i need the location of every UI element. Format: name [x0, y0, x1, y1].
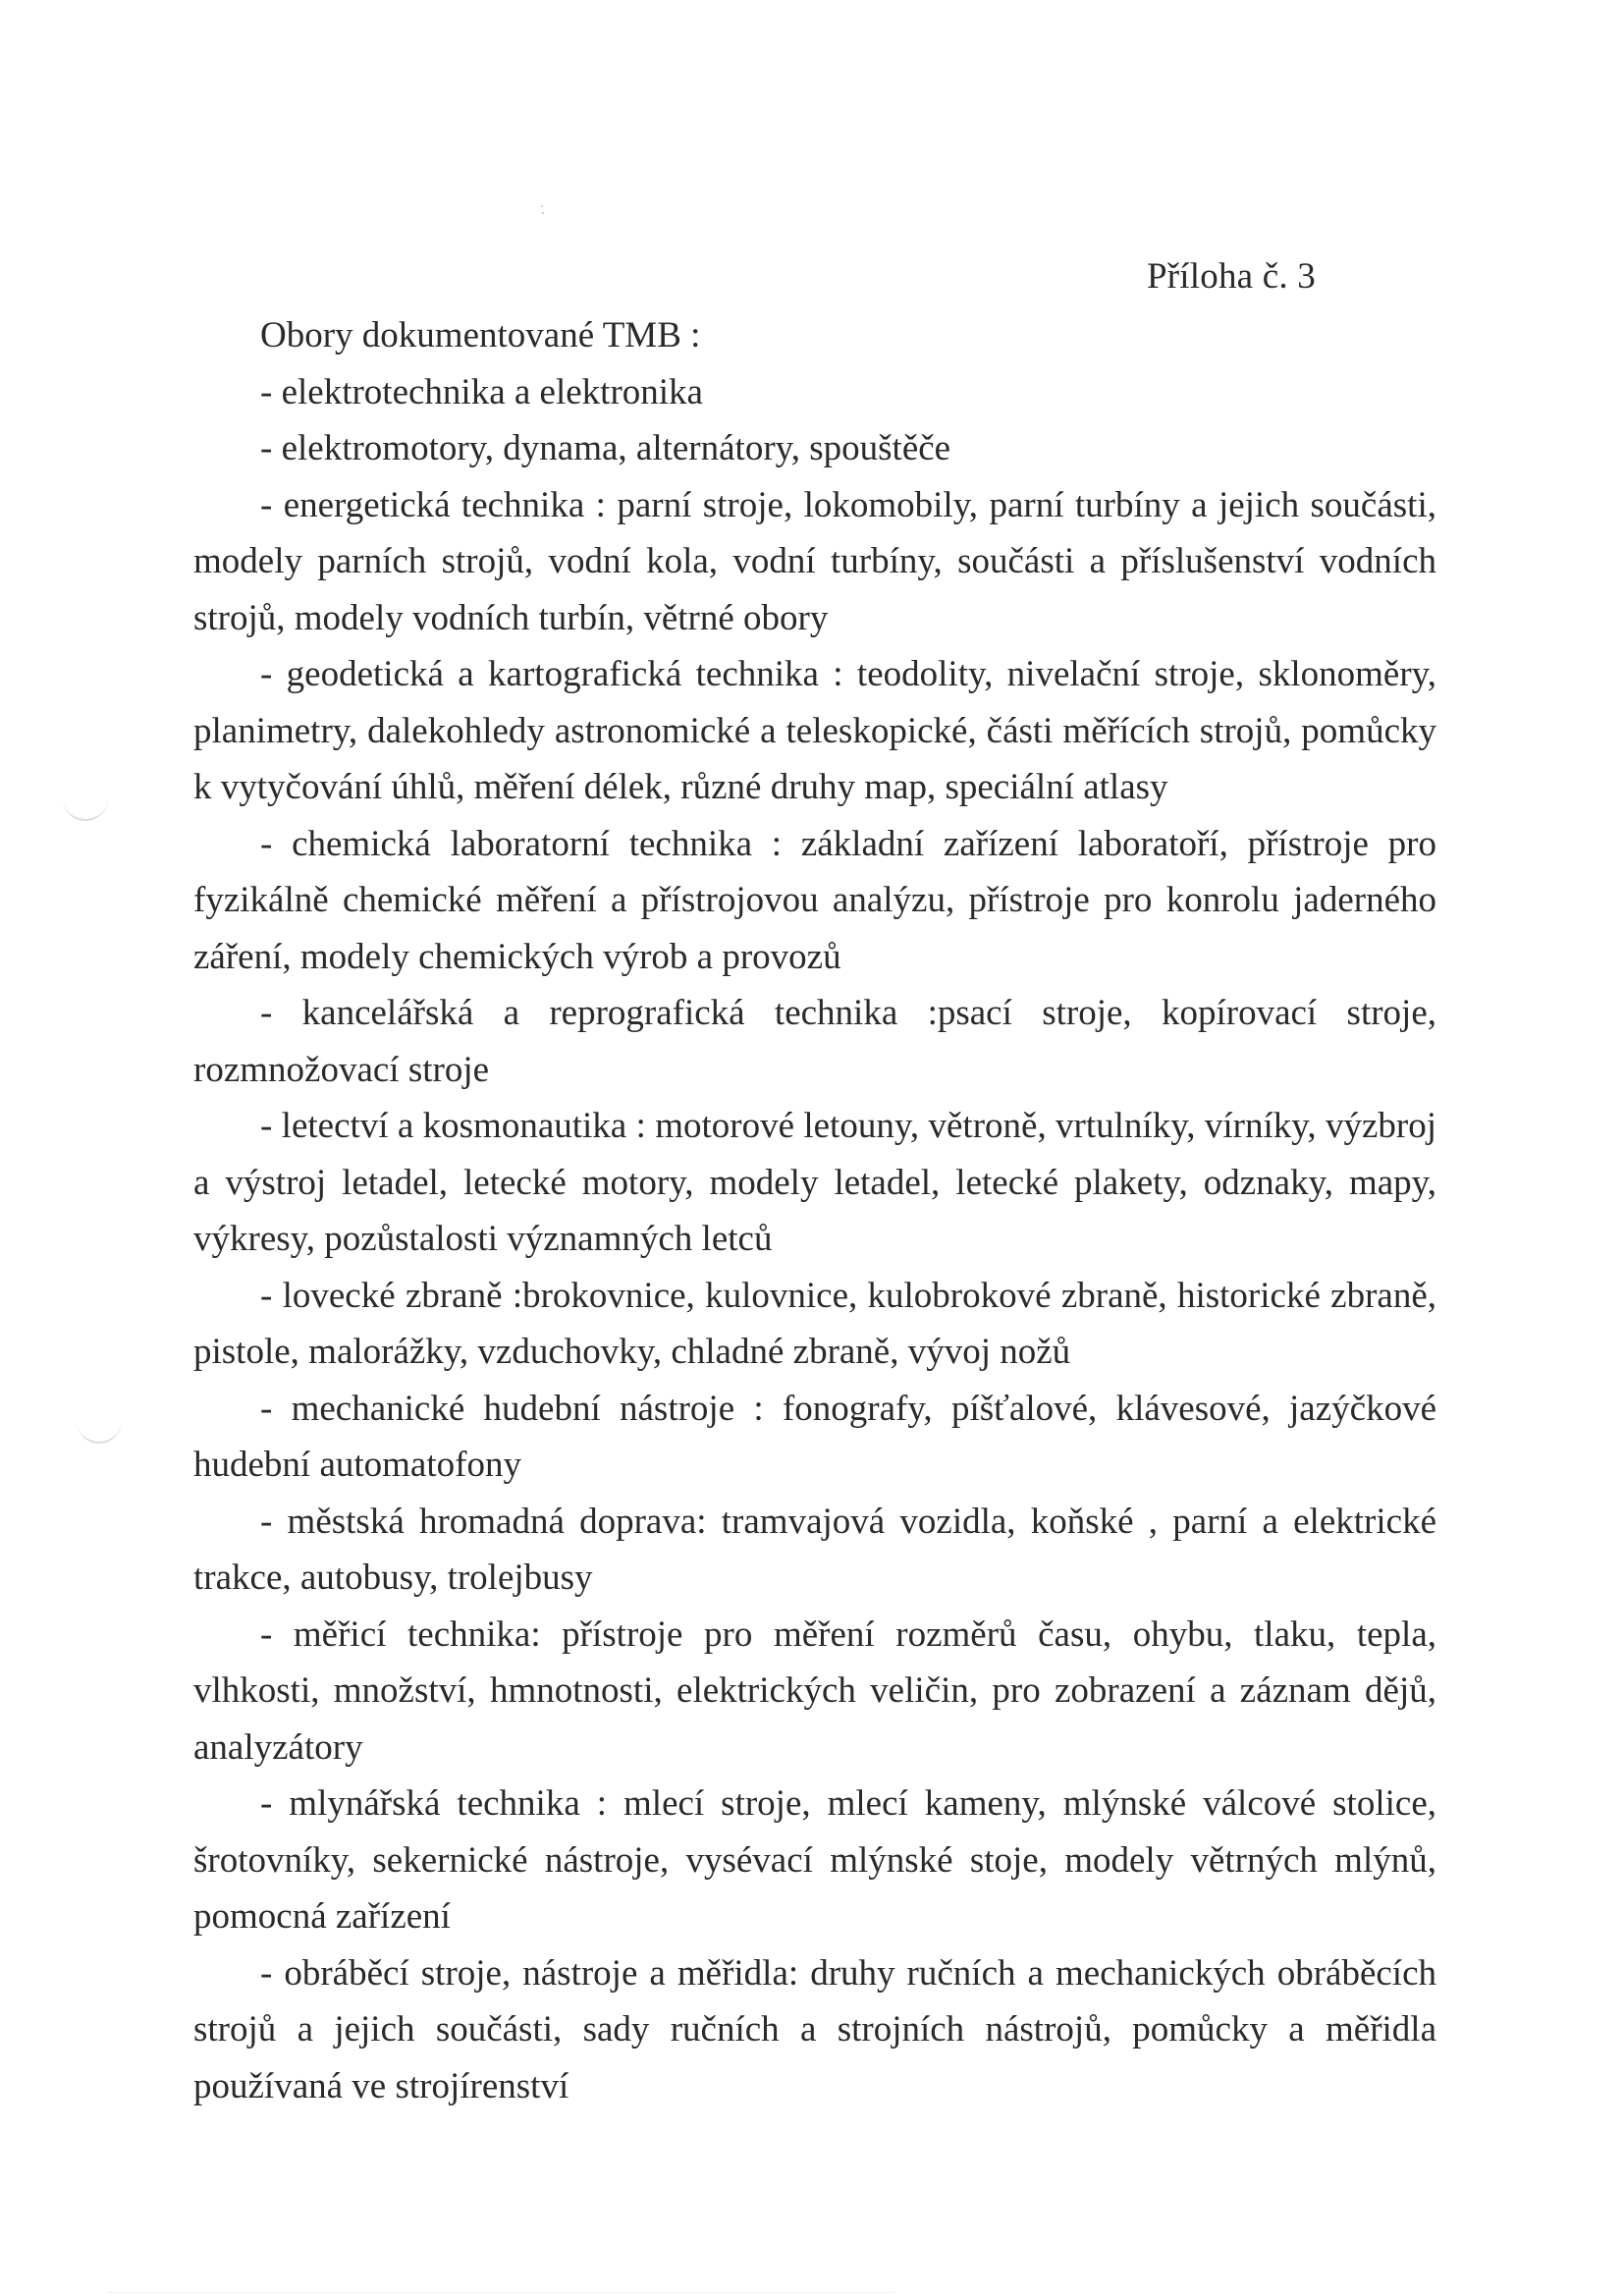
annex-label: Příloha č. 3	[1147, 256, 1316, 297]
list-item: - městská hromadná doprava: tramvajová vozidla, koňské , parní a elektrické trakce, autobusy, trolejbusy	[193, 1501, 1436, 1598]
list-item: - letectví a kosmonautika : motorové letouny, větroně, vrtulníky, vírníky, výzbroj a výstroj letadel, letecké motory, modely letadel, letecké plakety, odznaky, mapy, výkresy, pozůstalosti významných letců	[193, 1106, 1436, 1259]
list-item: - mlynářská technika : mlecí stroje, mlecí kameny, mlýnské válcové stolice, šrotovníky, sekernické nástroje, vysévací mlýnské stoje, modely větrných mlýnů, pomocná zařízení	[193, 1783, 1436, 1937]
document-body	[193, 307, 1436, 2114]
scan-speck	[541, 205, 543, 207]
punch-hole-mark	[77, 1420, 122, 1444]
list-item: - chemická laboratorní technika : základní zařízení laboratoří, přístroje pro fyzikálně chemické měření a přístrojovou analýzu, přístroje pro konrolu jaderného záření, modely chemických výrob a provozů	[193, 823, 1436, 977]
list-item: - elektromotory, dynama, alternátory, spouštěče	[260, 428, 951, 468]
list-item: - mechanické hudební nástroje : fonografy, píšťalové, klávesové, jazýčkové hudební automatofony	[193, 1388, 1436, 1485]
punch-hole-mark	[63, 797, 108, 821]
scan-edge-line	[108, 2292, 893, 2294]
list-item: - geodetická a kartografická technika : teodolity, nivelační stroje, sklonoměry, planimetry, dalekohledy astronomické a teleskopické, části měřících strojů, pomůcky k vytyčování úhlů, měření délek, různé druhy map, speciální atlasy	[193, 654, 1436, 807]
list-item: - obráběcí stroje, nástroje a měřidla: druhy ručních a mechanických obráběcích strojů a jejich součásti, sady ručních a strojních nástrojů, pomůcky a měřidla používaná ve strojírenství	[193, 1952, 1436, 2106]
list-item: - měřicí technika: přístroje pro měření rozměrů času, ohybu, tlaku, tepla, vlhkosti, množství, hmnotnosti, elektrických veličin, pro zobrazení a záznam dějů, analyzátory	[193, 1613, 1436, 1768]
document-heading: Obory dokumentované TMB :	[260, 315, 701, 355]
scan-speck	[542, 212, 544, 214]
list-item: - lovecké zbraně :brokovnice, kulovnice, kulobrokové zbraně, historické zbraně, pistole, malorážky, vzduchovky, chladné zbraně, vývoj nožů	[193, 1275, 1436, 1372]
list-item: - energetická technika : parní stroje, lokomobily, parní turbíny a jejich součásti, modely parních strojů, vodní kola, vodní turbíny, součásti a příslušenství vodních strojů, modely vodních turbín, větrné obory	[193, 484, 1436, 638]
list-item: - elektrotechnika a elektronika	[260, 371, 703, 412]
list-item: - kancelářská a reprografická technika :psací stroje, kopírovací stroje, rozmnožovací stroje	[193, 993, 1436, 1090]
